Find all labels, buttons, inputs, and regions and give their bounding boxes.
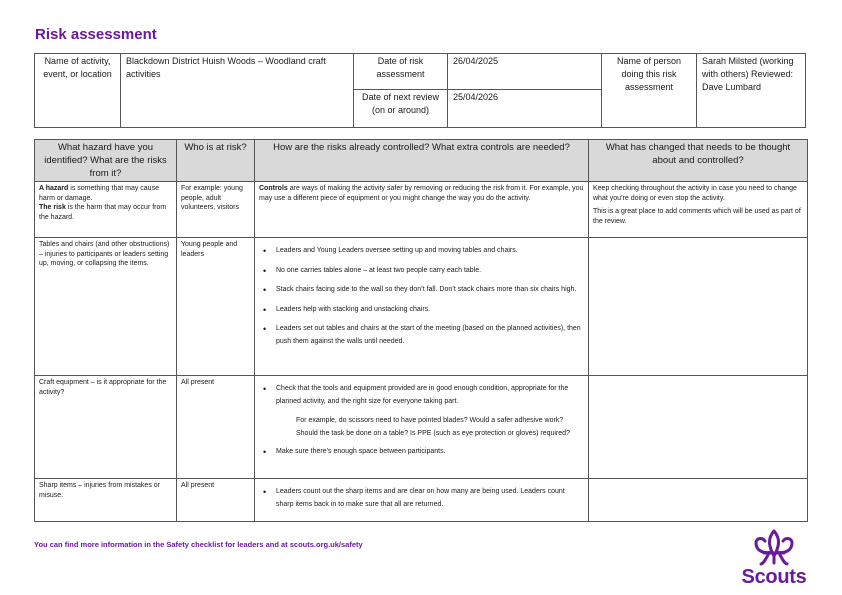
list-item: • Check that the tools and equipment provided are in good enough condition, appropriate for the planned activity, and the right size for everyone taking part. — [261, 383, 582, 408]
table-row — [35, 479, 808, 522]
list-item: • Make sure there’s enough space between participants. — [261, 446, 582, 459]
list-item: • Leaders and Young Leaders oversee setting up and moving tables and chairs. — [261, 245, 582, 258]
list-item: • No one carries tables alone – at least two people carry each table. — [261, 265, 582, 278]
header-changes: What has changed that needs to be thought about and controlled? — [589, 140, 808, 182]
next-review-label: Date of next review (on or around) — [354, 90, 448, 128]
header-controls: How are the risks already controlled? What extra controls are needed? — [255, 140, 589, 182]
list-item: • Stack chairs facing side to the wall so they don’t fall. Don’t stack chairs more than six chairs high. — [261, 284, 582, 297]
row-changes — [589, 238, 808, 376]
fleur-de-lis-icon — [728, 528, 820, 568]
scouts-wordmark: Scouts — [741, 566, 807, 588]
person-label: Name of person doing this risk assessment — [602, 54, 697, 128]
guidance-controls: Controls are ways of making the activity safer by removing or reducing the risk from it. For example, you may use a different piece of equipment or you might change the way you do the activity. — [255, 182, 589, 238]
row-changes — [589, 479, 808, 522]
date-value: 26/04/2025 — [448, 54, 602, 90]
header-who: Who is at risk? — [177, 140, 255, 182]
footer-note: You can find more information in the Safety checklist for leaders and at scouts.org.uk/safety — [34, 540, 363, 549]
page-title: Risk assessment — [35, 26, 157, 43]
table-row — [35, 376, 808, 479]
person-value: Sarah Milsted (working with others) Reviewed: Dave Lumbard — [697, 54, 806, 128]
row-who: All present — [177, 479, 255, 522]
list-item: • Leaders count out the sharp items and are clear on how many are being used. Leaders count sharp items back in to make sure that all are returned. — [261, 486, 582, 511]
row-who: Young people and leaders — [177, 238, 255, 376]
row-who: All present — [177, 376, 255, 479]
guidance-changes: Keep checking throughout the activity in case you need to change what you’re doing or even stop the activity. This is a great place to add comments which will be used as part of the review. — [589, 182, 808, 238]
activity-value: Blackdown District Huish Woods – Woodland craft activities — [121, 54, 354, 128]
row-hazard: Craft equipment – is it appropriate for the activity? — [35, 376, 177, 479]
list-item: • Leaders help with stacking and unstacking chairs. — [261, 304, 582, 317]
date-label: Date of risk assessment — [354, 54, 448, 90]
list-item: • Leaders set out tables and chairs at the start of the meeting (based on the planned activities), then push them against the walls until needed. — [261, 323, 582, 348]
table-row — [35, 238, 808, 376]
row-controls — [255, 376, 589, 479]
row-changes — [589, 376, 808, 479]
row-hazard: Tables and chairs (and other obstructions) – injuries to participants or leaders setting up, moving, or collapsing the items. — [35, 238, 177, 376]
header-row — [35, 140, 808, 182]
header-hazard: What hazard have you identified? What are the risks from it? — [35, 140, 177, 182]
guidance-row — [35, 182, 808, 238]
info-table — [34, 53, 806, 128]
activity-label: Name of activity, event, or location — [35, 54, 121, 128]
risk-table — [34, 139, 808, 522]
guidance-who: For example: young people, adult volunteers, visitors — [177, 182, 255, 238]
row-controls — [255, 479, 589, 522]
next-review-value: 25/04/2026 — [448, 90, 602, 128]
row-controls — [255, 238, 589, 376]
row-hazard: Sharp items – injuries from mistakes or misuse. — [35, 479, 177, 522]
scouts-logo — [728, 528, 820, 588]
example-note: For example, do scissors need to have pointed blades? Would a safer adhesive work? Should the task be done on a table? Is PPE (such as eye protection or gloves) required? — [296, 417, 570, 437]
guidance-hazard: A hazard is something that may cause harm or damage. The risk is the harm that may occur from the hazard. — [35, 182, 177, 238]
